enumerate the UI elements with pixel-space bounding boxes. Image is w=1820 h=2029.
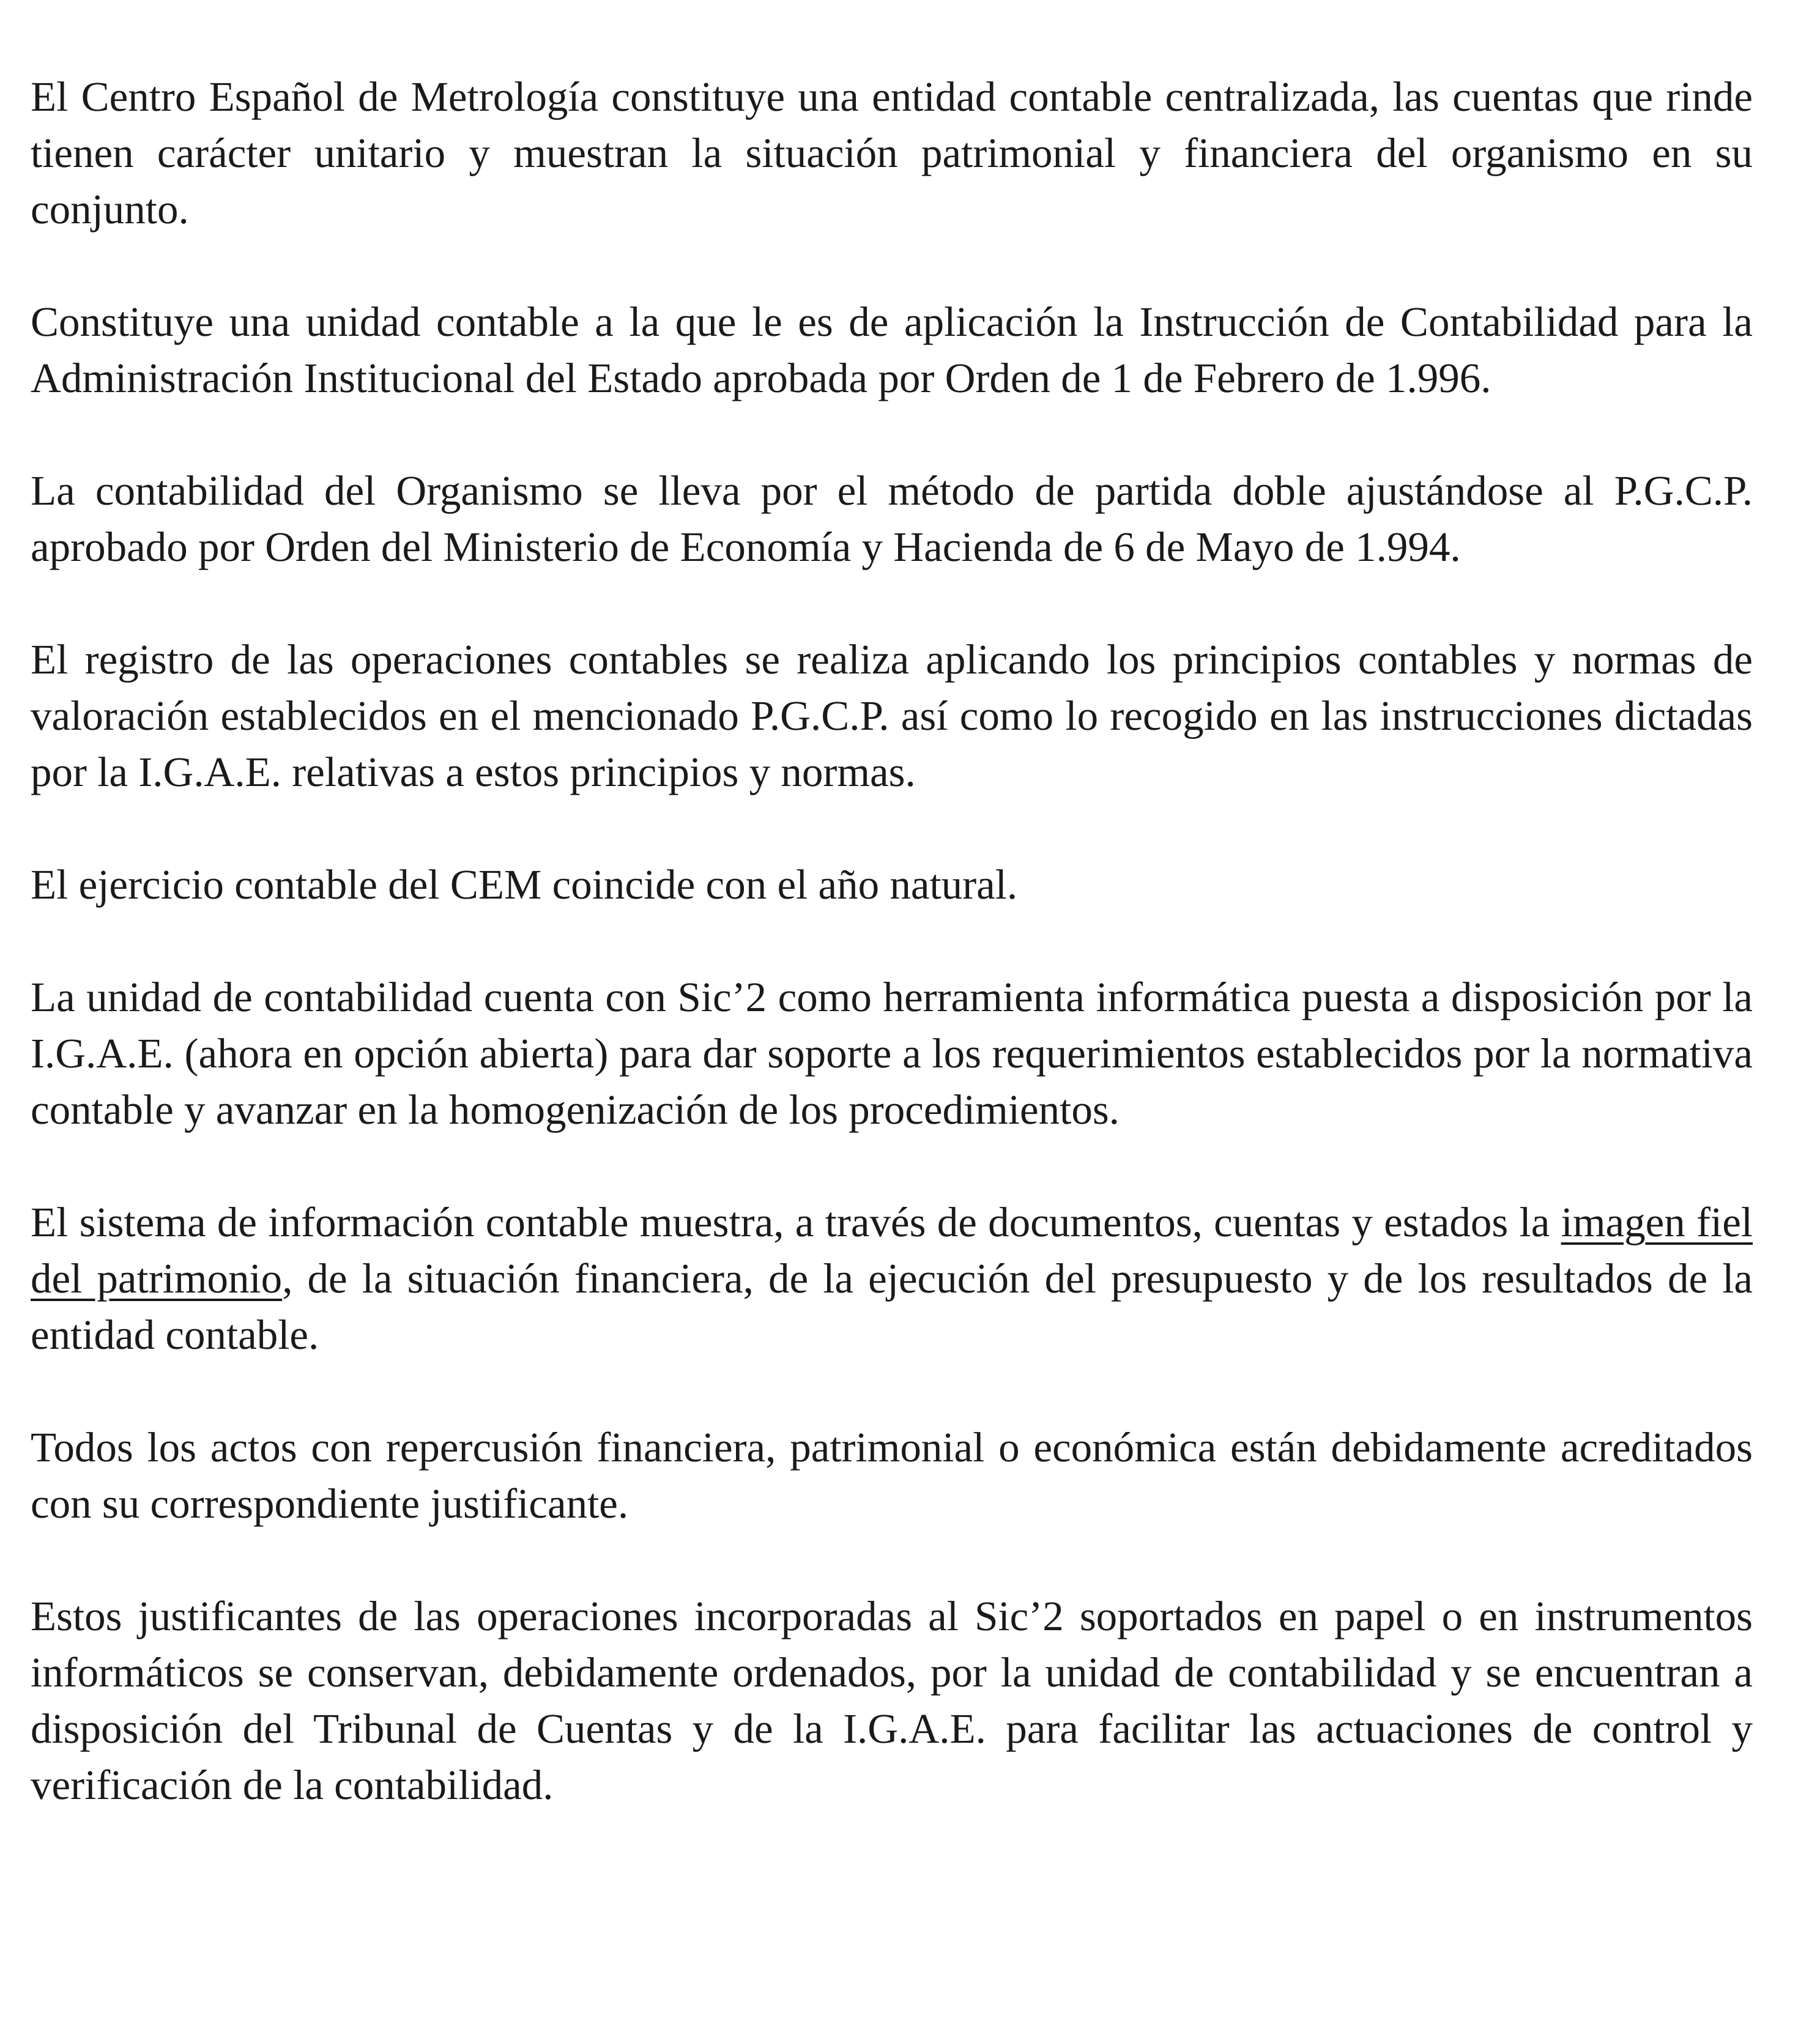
paragraph-justificantes-conservacion: Estos justificantes de las operaciones incorporadas al Sic’2 soportados en papel o en instrumentos informáticos se conservan, debidamente ordenados, por la unidad de contabilidad y se encuentran a disposición del Tribunal de Cuentas y de la I.G.A.E. para facilitar las actuaciones de control y verificación de la contabilidad.: [31, 1593, 1753, 1808]
paragraph-ejercicio-contable: El ejercicio contable del CEM coincide con el año natural.: [31, 861, 1018, 908]
paragraph-actos-justificante: Todos los actos con repercusión financiera, patrimonial o económica están debidamente acreditados con su correspondiente justificante.: [31, 1424, 1753, 1527]
paragraph-entidad-contable: El Centro Español de Metrología constituye una entidad contable centralizada, las cuentas que rinde tienen carácter unitario y muestran la situación patrimonial y financiera del organismo en su conjunto.: [31, 73, 1753, 232]
paragraph-imagen-fiel-end: , de la situación financiera, de la ejecución del presupuesto y de los resultados de la entidad contable.: [31, 1255, 1753, 1358]
paragraph-unidad-contable: Constituye una unidad contable a la que le es de aplicación la Instrucción de Contabilidad para la Administración Institucional del Estado aprobada por Orden de 1 de Febrero de 1.996.: [31, 299, 1753, 401]
paragraph-imagen-fiel: [31, 1194, 1753, 1363]
paragraph-sic2-herramienta: La unidad de contabilidad cuenta con Sic’2 como herramienta informática puesta a disposición por la I.G.A.E. (ahora en opción abierta) para dar soporte a los requerimientos establecidos por la normativa contable y avanzar en la homogenización de los procedimientos.: [31, 974, 1753, 1133]
underlined-imagen-fiel: imagen fiel del patrimonio: [31, 1199, 1753, 1302]
paragraph-partida-doble: La contabilidad del Organismo se lleva por el método de partida doble ajustándose al P.G.C.P. aprobado por Orden del Ministerio de Economía y Hacienda de 6 de Mayo de 1.994.: [31, 467, 1753, 570]
paragraph-imagen-fiel-start: El sistema de información contable muestra, a través de documentos, cuentas y estados la: [31, 1199, 1561, 1245]
document-body: [31, 69, 1753, 1869]
paragraph-registro-operaciones: El registro de las operaciones contables se realiza aplicando los principios contables y normas de valoración establecidos en el mencionado P.G.C.P. así como lo recogido en las instrucciones dictadas por la I.G.A.E. relativas a estos principios y normas.: [31, 636, 1753, 795]
